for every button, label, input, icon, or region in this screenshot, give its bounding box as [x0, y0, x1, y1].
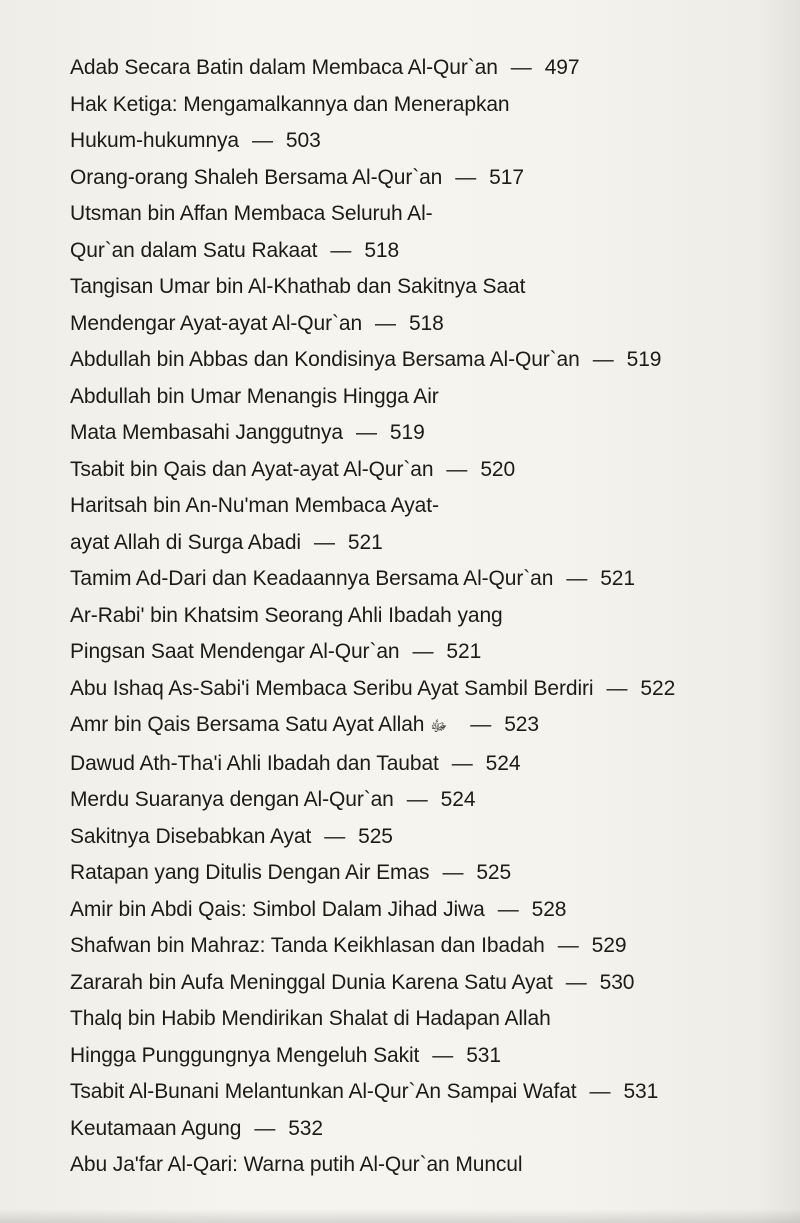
toc-entry [70, 160, 730, 197]
toc-separator: — [470, 713, 492, 736]
toc-separator: — [375, 311, 396, 335]
toc-separator: — [557, 934, 579, 957]
toc-entry [70, 1074, 730, 1111]
toc-page-number: 520 [480, 457, 516, 481]
toc-entry [70, 598, 730, 671]
toc-entry-line [70, 87, 730, 124]
toc-entry [70, 1147, 730, 1184]
toc-separator: — [406, 788, 428, 811]
toc-page-number: 521 [347, 530, 383, 554]
toc-entry-title: Hingga Punggungnya Mengeluh Sakit [70, 1043, 420, 1067]
toc-entry [70, 671, 730, 708]
toc-entry-line [70, 782, 730, 819]
toc-entry-title: Thalq bin Habib Mendirikan Shalat di Hadapan Allah [70, 1007, 551, 1030]
toc-entry-title: Tangisan Umar bin Al-Khathab dan Sakitnya Saat [70, 275, 526, 298]
toc-entry-title: Hak Ketiga: Mengamalkannya dan Menerapkan [70, 92, 510, 116]
toc-entry-line [70, 707, 730, 746]
toc-entry-title: Shafwan bin Mahraz: Tanda Keikhlasan dan Ibadah [70, 934, 545, 957]
toc-entry-title: Tamim Ad-Dari dan Keadaannya Bersama Al-Qur`an [70, 567, 554, 590]
toc-separator: — [592, 348, 614, 371]
toc-entry-line [70, 342, 730, 379]
toc-separator: — [356, 421, 377, 444]
toc-entry-line [70, 50, 730, 87]
toc-page-number: 524 [485, 751, 521, 775]
toc-entry-title: Tsabit bin Qais dan Ayat-ayat Al-Qur`an [70, 457, 434, 481]
toc-entry-line [70, 1074, 730, 1111]
toc-entry [70, 561, 730, 598]
toc-entry-line [70, 1038, 730, 1075]
toc-entry [70, 892, 730, 929]
toc-entry-title: Qur`an dalam Satu Rakaat [70, 238, 318, 262]
toc-entry [70, 452, 730, 489]
toc-entry-line [70, 525, 730, 562]
toc-entry-line [70, 306, 730, 343]
toc-entry [70, 819, 730, 856]
toc-entry-title: Abu Ishaq As-Sabi'i Membaca Seribu Ayat Sambil Berdiri [70, 676, 594, 700]
toc-entry [70, 855, 730, 892]
toc-entry-title: Dawud Ath-Tha'i Ahli Ibadah dan Taubat [70, 751, 439, 775]
toc-entry-line [70, 746, 730, 783]
toc-page-number: 529 [591, 934, 627, 957]
toc-page-number: 531 [466, 1043, 501, 1067]
toc-separator: — [510, 56, 532, 79]
toc-page-number: 519 [389, 421, 425, 444]
toc-entry-title: ayat Allah di Surga Abadi [70, 530, 302, 554]
toc-entry [70, 196, 730, 269]
toc-entry [70, 50, 730, 87]
toc-separator: — [330, 238, 352, 262]
toc-page-number: 518 [408, 311, 444, 335]
toc-page-number: 518 [364, 238, 400, 262]
page-edge-shadow [760, 0, 800, 1223]
toc-page-number: 531 [623, 1080, 659, 1103]
toc-page-number: 532 [288, 1116, 323, 1140]
toc-entry-line [70, 965, 730, 1002]
toc-entry-line [70, 1147, 730, 1184]
toc-page-number: 519 [626, 348, 662, 371]
toc-entry-line [70, 269, 730, 306]
toc-page-number: 521 [600, 567, 635, 590]
toc-page-number: 521 [446, 640, 482, 663]
toc-entry-line [70, 561, 730, 598]
toc-entry-line [70, 379, 730, 416]
toc-entry-line [70, 598, 730, 635]
toc-page-number: 530 [599, 970, 635, 994]
toc-page-number: 528 [531, 897, 567, 921]
toc-entry [70, 379, 730, 452]
toc-entry-title: Pingsan Saat Mendengar Al-Qur`an [70, 640, 400, 663]
toc-entry-title: Ratapan yang Ditulis Dengan Air Emas [70, 861, 430, 884]
toc-entry-title: Haritsah bin An-Nu'man Membaca Ayat- [70, 494, 439, 517]
toc-entry-title: Mata Membasahi Janggutnya [70, 421, 343, 444]
toc-entry-title: Orang-orang Shaleh Bersama Al-Qur`an [70, 165, 443, 189]
toc-entry-line [70, 415, 730, 452]
toc-entry [70, 928, 730, 965]
toc-page-number: 503 [285, 129, 321, 152]
toc-separator: — [497, 897, 519, 921]
toc-page-number: 517 [489, 165, 524, 189]
toc-entry [70, 488, 730, 561]
toc-separator: — [455, 165, 477, 189]
toc-separator: — [314, 530, 335, 554]
toc-page-number: 497 [544, 56, 580, 79]
toc-separator: — [566, 567, 588, 590]
jalla-jalaluhu-glyph: ﷻ [430, 718, 448, 735]
toc-entry-line [70, 233, 730, 270]
toc-separator: — [412, 640, 434, 663]
toc-separator: — [589, 1080, 611, 1103]
toc-separator: — [442, 861, 464, 884]
toc-entry-line [70, 1111, 730, 1148]
toc-separator: — [446, 457, 468, 481]
toc-separator: — [254, 1116, 276, 1140]
toc-entry [70, 746, 730, 783]
toc-entry [70, 782, 730, 819]
toc-entry [70, 707, 730, 746]
toc-entry-line [70, 488, 730, 525]
toc-entry-line [70, 160, 730, 197]
toc-entry-title: Mendengar Ayat-ayat Al-Qur`an [70, 311, 363, 335]
toc-entry-title: Sakitnya Disebabkan Ayat [70, 824, 312, 848]
toc-separator: — [606, 676, 628, 700]
toc-entry [70, 87, 730, 160]
toc-entry-title: Zararah bin Aufa Meninggal Dunia Karena Satu Ayat [70, 970, 553, 994]
toc-separator: — [565, 970, 587, 994]
toc-entry-title: Amr bin Qais Bersama Satu Ayat Allah [70, 713, 425, 736]
toc-page-number: 523 [504, 713, 539, 736]
toc-entry [70, 965, 730, 1002]
toc-entry-line [70, 196, 730, 233]
toc-page-number: 525 [476, 861, 512, 884]
toc-entry-title: Merdu Suaranya dengan Al-Qur`an [70, 788, 394, 811]
toc-entry-title: Adab Secara Batin dalam Membaca Al-Qur`an [70, 56, 498, 79]
toc-entry-line [70, 855, 730, 892]
toc-entry-line [70, 892, 730, 929]
toc-separator: — [252, 129, 273, 152]
toc-separator: — [451, 751, 473, 775]
toc-entry-title: Utsman bin Affan Membaca Seluruh Al- [70, 202, 433, 225]
toc-entry-title: Hukum-hukumnya [70, 129, 239, 152]
toc-entry [70, 1001, 730, 1074]
toc-entry-line [70, 671, 730, 708]
toc-entry-line [70, 123, 730, 160]
table-of-contents [70, 50, 730, 1184]
toc-entry-line [70, 819, 730, 856]
toc-entry-title: Abu Ja'far Al-Qari: Warna putih Al-Qur`an Muncul [70, 1153, 523, 1176]
toc-separator: — [324, 824, 346, 848]
toc-entry-title: Keutamaan Agung [70, 1116, 242, 1140]
page-bottom-shadow [0, 1209, 800, 1223]
toc-separator: — [432, 1043, 454, 1067]
toc-entry-line [70, 452, 730, 489]
toc-entry-title: Abdullah bin Abbas dan Kondisinya Bersama Al-Qur`an [70, 348, 580, 371]
toc-entry-line [70, 634, 730, 671]
toc-entry-title: Abdullah bin Umar Menangis Hingga Air [70, 384, 439, 408]
toc-entry-title: Ar-Rabi' bin Khatsim Seorang Ahli Ibadah yang [70, 603, 503, 627]
toc-page-number: 525 [358, 824, 393, 848]
toc-page-number: 524 [440, 788, 476, 811]
toc-entry-line [70, 1001, 730, 1038]
toc-entry [70, 342, 730, 379]
toc-entry-title: Amir bin Abdi Qais: Simbol Dalam Jihad Jiwa [70, 897, 485, 921]
toc-entry-line [70, 928, 730, 965]
toc-entry [70, 1111, 730, 1148]
toc-page-number: 522 [640, 676, 676, 700]
toc-entry [70, 269, 730, 342]
toc-entry-title: Tsabit Al-Bunani Melantunkan Al-Qur`An Sampai Wafat [70, 1080, 577, 1103]
